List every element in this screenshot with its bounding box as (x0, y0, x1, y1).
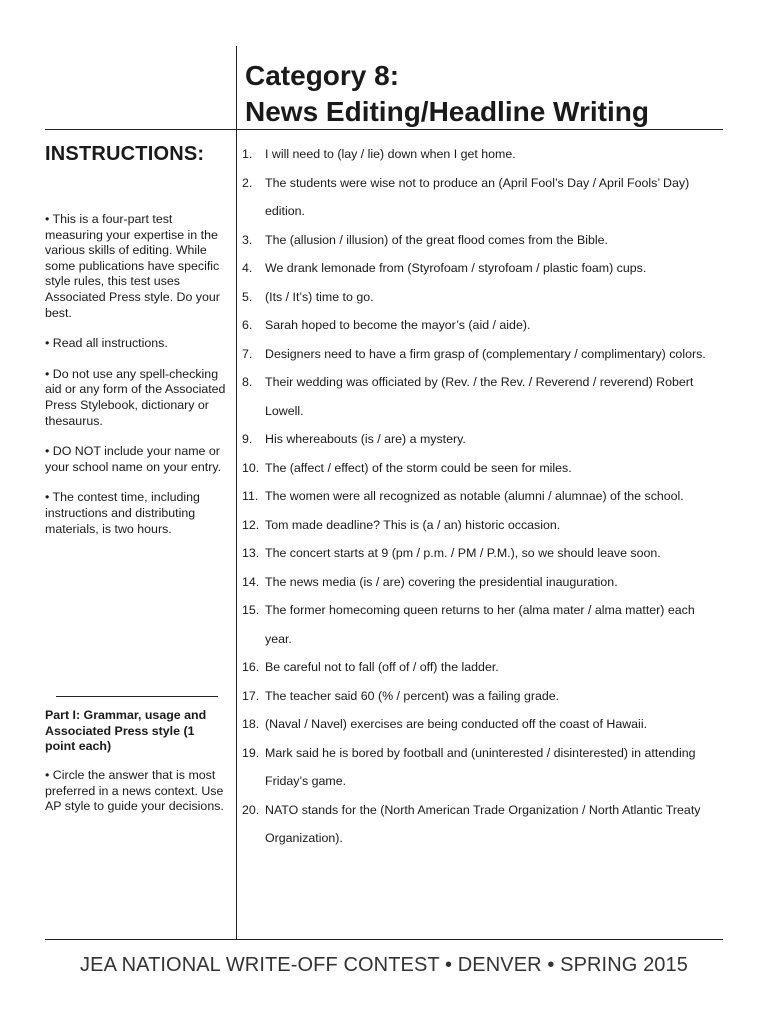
instruction-item: • DO NOT include your name or your school name on your entry. (45, 444, 222, 474)
page-title (245, 58, 649, 130)
question-item (242, 710, 722, 739)
question-number: 18. (242, 717, 260, 731)
question-item (242, 539, 722, 568)
question-item (242, 482, 722, 511)
question-item (242, 425, 722, 454)
question-number: 14. (242, 574, 260, 589)
question-text: The news media (is / are) covering the presidential inauguration. (265, 574, 618, 589)
question-number: 16. (242, 660, 260, 674)
question-text: His whereabouts (is / are) a mystery. (265, 432, 466, 446)
question-text: NATO stands for the (North American Trade Organization / North Atlantic Treaty Organization). (265, 802, 701, 845)
question-text: The teacher said 60 (% / percent) was a failing grade. (265, 688, 560, 703)
question-text: I will need to (lay / lie) down when I get home. (265, 147, 516, 161)
question-item (242, 596, 722, 653)
question-number: 3. (242, 232, 253, 247)
question-text: Mark said he is bored by football and (uninterested / disinterested) in attending Friday’s game. (265, 745, 696, 788)
question-text: The (allusion / illusion) of the great flood comes from the Bible. (265, 232, 608, 247)
question-item (242, 169, 722, 226)
question-item (242, 254, 722, 283)
title-line-subject: News Editing/Headline Writing (245, 96, 649, 127)
question-text: The students were wise not to produce an (April Fool’s Day / April Fools’ Day) edition. (265, 175, 690, 218)
question-text: The women were all recognized as notable (alumni / alumnae) of the school. (265, 489, 684, 503)
question-number: 12. (242, 517, 260, 532)
question-item (242, 283, 722, 312)
question-text: Be careful not to fall (off of / off) the ladder. (265, 660, 499, 674)
question-text: Tom made deadline? This is (a / an) historic occasion. (265, 517, 561, 532)
question-number: 6. (242, 318, 253, 332)
question-number: 19. (242, 745, 260, 760)
part1-instruction-text: • Circle the answer that is most preferred in a news context. Use AP style to guide your decisions. (45, 768, 224, 814)
question-number: 8. (242, 375, 253, 389)
question-number: 10. (242, 460, 260, 475)
question-number: 5. (242, 289, 253, 304)
question-number: 11. (242, 489, 259, 503)
question-number: 9. (242, 432, 253, 446)
part1-heading: Part I: Grammar, usage and Associated Press style (1 point each) (45, 708, 207, 754)
question-text: Their wedding was officiated by (Rev. / the Rev. / Reverend / reverend) Robert Lowell. (265, 375, 694, 418)
instruction-item: • The contest time, including instructions and distributing materials, is two hours. (45, 490, 200, 536)
question-text: Designers need to have a firm grasp of (complementary / complimentary) colors. (265, 346, 706, 361)
instructions-heading: INSTRUCTIONS: (45, 143, 205, 165)
question-item (242, 796, 722, 853)
question-number: 15. (242, 603, 260, 617)
footer-rule (45, 939, 723, 940)
question-item (242, 368, 722, 425)
question-text: Sarah hoped to become the mayor’s (aid / aide). (265, 318, 531, 332)
question-item (242, 653, 722, 682)
question-item (242, 511, 722, 540)
question-number: 13. (242, 546, 260, 560)
question-item (242, 226, 722, 255)
question-list (242, 140, 722, 853)
question-item (242, 739, 722, 796)
question-text: The concert starts at 9 (pm / p.m. / PM / P.M.), so we should leave soon. (265, 546, 661, 560)
instruction-item: • Read all instructions. (45, 336, 168, 351)
part1-instructions (45, 768, 230, 830)
question-number: 17. (242, 688, 260, 703)
question-number: 4. (242, 261, 253, 275)
question-text: We drank lemonade from (Styrofoam / styrofoam / plastic foam) cups. (265, 261, 647, 275)
question-text: The former homecoming queen returns to her (alma mater / alma matter) each year. (265, 603, 695, 646)
title-line-category: Category 8: (245, 60, 400, 91)
question-text: (Naval / Navel) exercises are being conducted off the coast of Hawaii. (265, 717, 648, 731)
question-number: 20. (242, 802, 260, 817)
question-number: 1. (242, 147, 253, 161)
question-item (242, 311, 722, 340)
question-number: 7. (242, 346, 253, 361)
instructions-list (45, 212, 230, 552)
instruction-item: • Do not use any spell-checking aid or any form of the Associated Press Stylebook, dictionary or thesaurus. (45, 366, 226, 428)
column-divider (236, 46, 237, 939)
question-item (242, 568, 722, 597)
question-text: The (affect / effect) of the storm could be seen for miles. (265, 460, 572, 475)
question-item (242, 454, 722, 483)
question-item (242, 682, 722, 711)
question-text: (Its / It’s) time to go. (265, 289, 374, 304)
footer-contest-line: JEA NATIONAL WRITE-OFF CONTEST • DENVER • SPRING 2015 (80, 954, 688, 976)
question-item (242, 140, 722, 169)
question-number: 2. (242, 175, 253, 190)
question-item (242, 340, 722, 369)
part-divider (56, 696, 218, 697)
instruction-item: • This is a four-part test measuring your expertise in the various skills of editing. While some publications have specific style rules, this test uses Associated Press style. Do your best. (45, 212, 220, 320)
